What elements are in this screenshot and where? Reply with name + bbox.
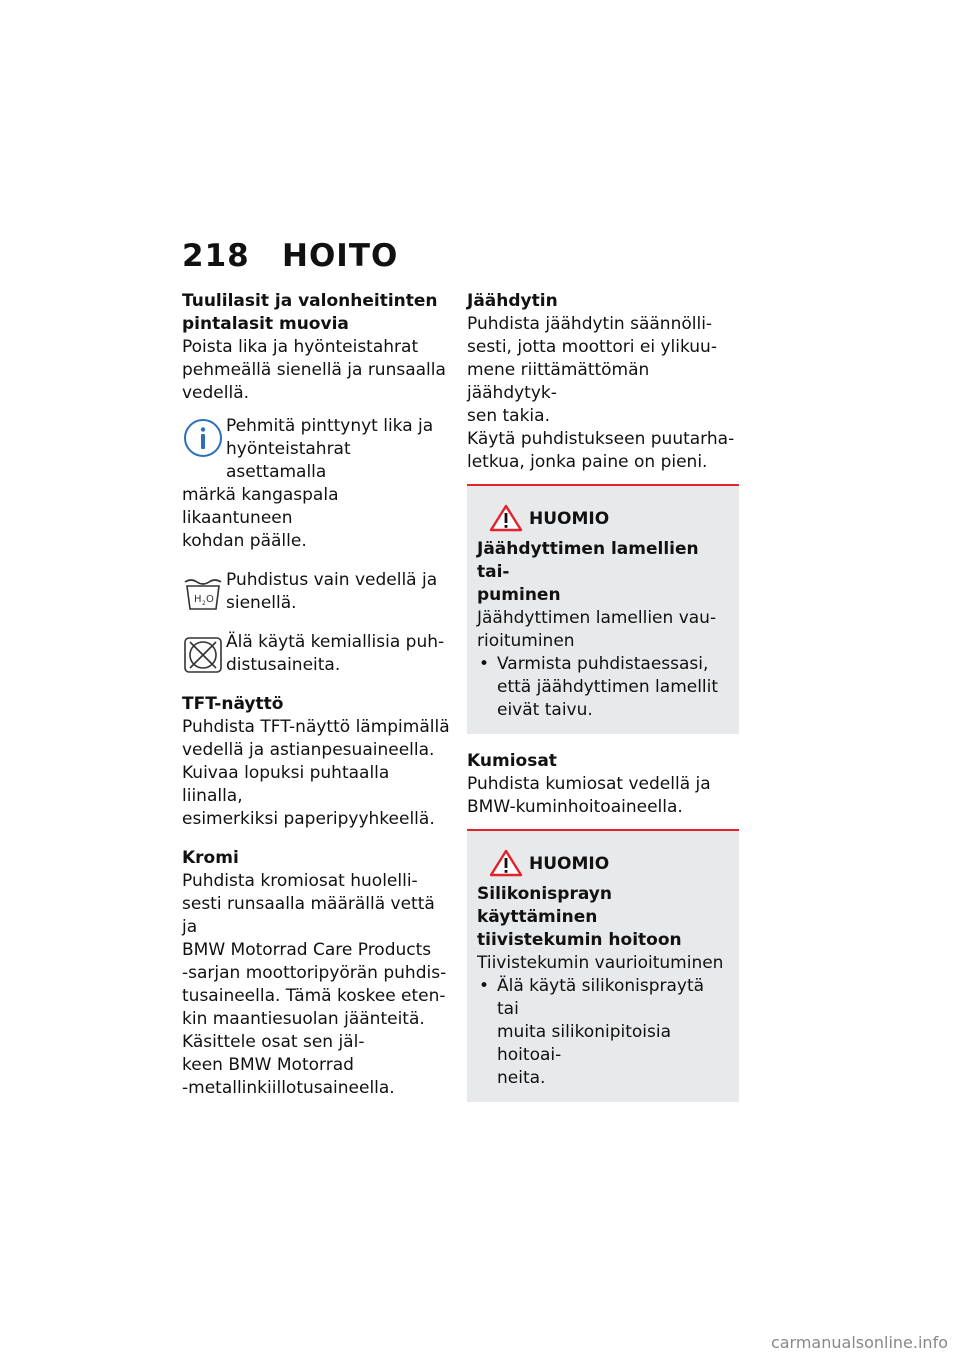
left-column	[182, 290, 452, 1100]
right-column	[467, 290, 739, 1102]
water-only-note	[182, 569, 452, 615]
warning-icon	[489, 849, 523, 877]
section-radiator	[467, 290, 739, 474]
body-line: Poista lika ja hyönteistahrat	[182, 337, 419, 357]
section-rubber-parts	[467, 750, 739, 819]
page-header	[182, 238, 398, 282]
section-tft-display	[182, 693, 452, 831]
bullet-line: neita.	[497, 1068, 546, 1088]
page-title: HOITO	[282, 238, 399, 274]
svg-text:H: H	[194, 594, 202, 605]
body-line: keen BMW Motorrad	[182, 1055, 354, 1075]
page-number: 218	[182, 238, 250, 274]
svg-text:O: O	[206, 594, 214, 605]
warning-title	[477, 845, 729, 883]
no-chemicals-icon	[182, 633, 224, 675]
body-line: mene riittämättömän jäähdytyk-	[467, 360, 650, 403]
section-heading: Jäähdytin	[467, 291, 558, 311]
bullet-dot: •	[479, 654, 490, 674]
warning-heading-line: Jäähdyttimen lamellien tai-	[477, 539, 699, 582]
warning-bullet	[477, 653, 729, 722]
note-line: hyönteistahrat asettamalla	[226, 439, 351, 482]
body-line: BMW Motorrad Care Products	[182, 940, 432, 960]
section-heading-line: Tuulilasit ja valonheitinten	[182, 291, 438, 311]
body-line: sesti, jotta moottori ei ylikuu-	[467, 337, 717, 357]
body-line: vedellä.	[182, 383, 250, 403]
warning-box-radiator	[467, 484, 739, 734]
info-note	[182, 415, 452, 553]
warning-body-line: Jäähdyttimen lamellien vau-	[477, 608, 717, 628]
bullet-line: Varmista puhdistaessasi,	[497, 654, 709, 674]
body-line: -metallinkiillotusaineella.	[182, 1078, 395, 1098]
info-icon	[182, 417, 224, 459]
body-line: -sarjan moottoripyörän puhdis-	[182, 963, 447, 983]
body-line: Puhdista jäähdytin säännölli-	[467, 314, 713, 334]
warning-body-line: rioituminen	[477, 631, 575, 651]
note-line: Puhdistus vain vedellä ja	[226, 570, 438, 590]
body-line: esimerkiksi paperipyyhkeellä.	[182, 809, 435, 829]
section-heading: Kumiosat	[467, 751, 557, 771]
body-line: tusaineella. Tämä koskee eten-	[182, 986, 446, 1006]
warning-heading-line: Silikonisprayn käyttäminen	[477, 884, 612, 927]
body-line: BMW-kuminhoitoaineella.	[467, 797, 683, 817]
note-line: Älä käytä kemiallisia puh-	[226, 632, 445, 652]
body-line: sen takia.	[467, 406, 550, 426]
warning-heading-line: tiivistekumin hoitoon	[477, 930, 682, 950]
warning-body-line: Tiivistekumin vaurioituminen	[477, 953, 724, 973]
note-line: Pehmitä pinttynyt lika ja	[226, 416, 434, 436]
no-chemicals-note	[182, 631, 452, 677]
bullet-line: että jäähdyttimen lamellit	[497, 677, 719, 697]
warning-label: HUOMIO	[529, 509, 610, 529]
warning-bullet	[477, 975, 729, 1090]
bullet-line: Älä käytä silikonispraytä tai	[497, 976, 705, 1019]
section-heading-line: pintalasit muovia	[182, 314, 349, 334]
warning-icon	[489, 504, 523, 532]
note-line: distusaineita.	[226, 655, 341, 675]
body-line: kin maantiesuolan jäänteitä.	[182, 1009, 425, 1029]
body-line: vedellä ja astianpesuaineella.	[182, 740, 435, 760]
note-line: sienellä.	[226, 593, 297, 613]
bullet-line: eivät taivu.	[497, 700, 593, 720]
water-only-icon	[182, 571, 224, 613]
note-line: kohdan päälle.	[182, 531, 307, 551]
section-chrome	[182, 847, 452, 1100]
warning-box-silicone	[467, 829, 739, 1102]
body-line: Puhdista kumiosat vedellä ja	[467, 774, 711, 794]
body-line: pehmeällä sienellä ja runsaalla	[182, 360, 446, 380]
body-line: Puhdista kromiosat huolelli-	[182, 871, 418, 891]
body-line: letkua, jonka paine on pieni.	[467, 452, 708, 472]
watermark: carmanualsonline.info	[770, 1333, 948, 1352]
bullet-line: muita silikonipitoisia hoitoai-	[497, 1022, 672, 1065]
body-line: sesti runsaalla määrällä vettä ja	[182, 894, 435, 937]
body-line: Kuivaa lopuksi puhtaalla liinalla,	[182, 763, 390, 806]
bullet-dot: •	[479, 976, 490, 996]
section-heading: Kromi	[182, 848, 239, 868]
warning-label: HUOMIO	[529, 854, 610, 874]
body-line: Puhdista TFT-näyttö lämpimällä	[182, 717, 450, 737]
body-line: Käsittele osat sen jäl-	[182, 1032, 365, 1052]
warning-heading-line: puminen	[477, 585, 561, 605]
note-line: märkä kangaspala likaantuneen	[182, 485, 339, 528]
warning-title	[477, 500, 729, 538]
svg-text:2: 2	[202, 600, 206, 607]
section-windshields	[182, 290, 452, 677]
section-heading: TFT-näyttö	[182, 694, 284, 714]
body-line: Käytä puhdistukseen puutarha-	[467, 429, 735, 449]
